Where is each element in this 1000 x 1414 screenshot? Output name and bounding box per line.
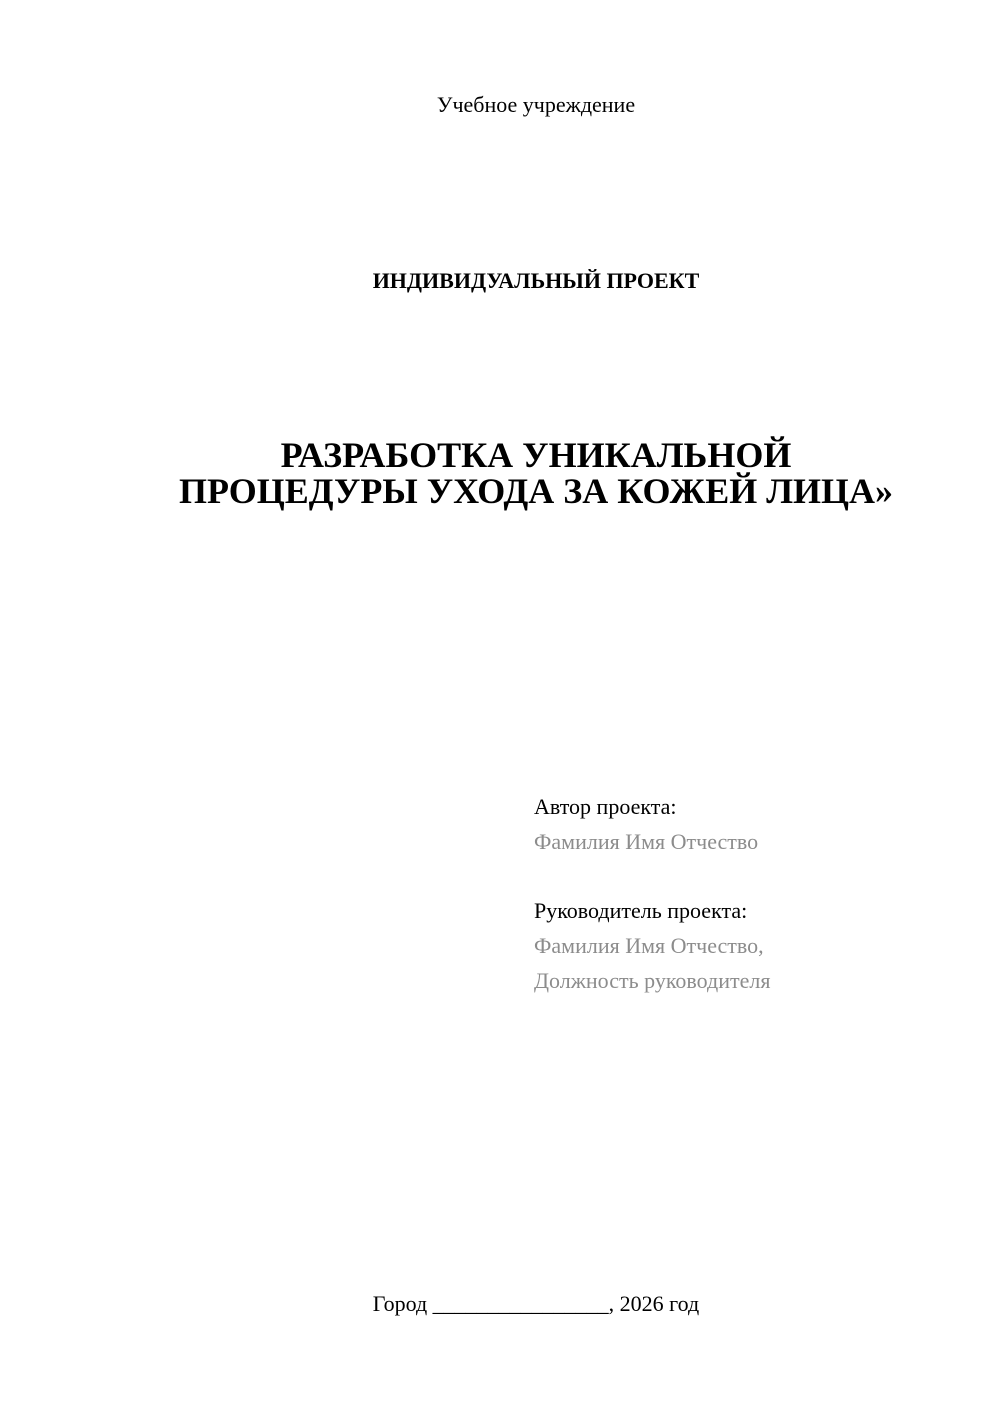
- author-label: Автор проекта:: [534, 794, 677, 819]
- supervisor-position-placeholder: Должность руководителя: [534, 968, 771, 993]
- supervisor-name-placeholder: Фамилия Имя Отчество,: [534, 933, 764, 958]
- institution-name: Учебное учреждение: [436, 92, 636, 117]
- author-name-placeholder: Фамилия Имя Отчество: [534, 829, 759, 854]
- city-year-footer: Город ________________, 2026 год: [372, 1291, 700, 1316]
- project-title-line-1: РАЗРАБОТКА УНИКАЛЬНОЙ: [280, 435, 792, 475]
- supervisor-label: Руководитель проекта:: [534, 898, 748, 923]
- project-title: [36, 437, 1000, 509]
- project-title-line-2: ПРОЦЕДУРЫ УХОДА ЗА КОЖЕЙ ЛИЦА»: [178, 471, 894, 511]
- credits-spacer: [534, 859, 770, 893]
- document-type-heading: ИНДИВИДУАЛЬНЫЙ ПРОЕКТ: [372, 268, 700, 293]
- credits-block: [534, 789, 770, 998]
